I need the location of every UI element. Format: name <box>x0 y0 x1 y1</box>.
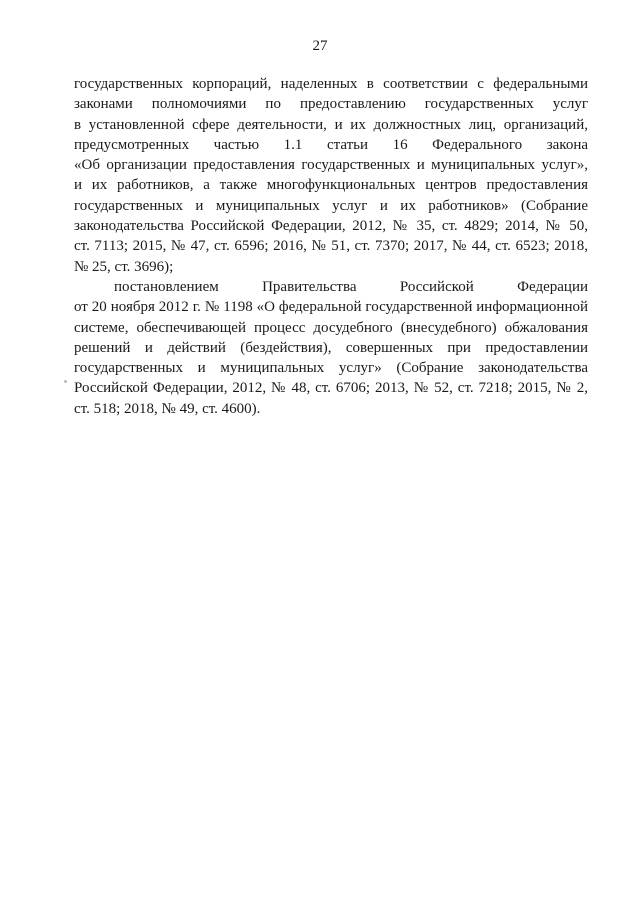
text-line: государственных и муниципальных услуг и их работников» (Собрание <box>74 197 588 214</box>
text-line: № 25, ст. 3696); <box>74 258 174 275</box>
text-line: государственных и муниципальных услуг» (Собрание законодательства <box>74 360 588 377</box>
text-line: государственных корпораций, наделенных в соответствии с федеральными <box>74 76 588 92</box>
paragraph-2 <box>74 277 588 419</box>
page-number: 27 <box>312 38 328 54</box>
text-line: законодательства Российской Федерации, 2012, № 35, ст. 4829; 2014, № 50, <box>74 218 588 235</box>
text-line: Российской Федерации, 2012, № 48, ст. 6706; 2013, № 52, ст. 7218; 2015, № 2, <box>74 380 588 397</box>
text-line: предусмотренных частью 1.1 статьи 16 Федерального закона <box>74 136 588 153</box>
text-line: законами полномочиями по предоставлению государственных услуг <box>74 96 588 113</box>
text-line: ст. 518; 2018, № 49, ст. 4600). <box>74 400 261 417</box>
document-body <box>74 74 588 419</box>
text-line: системе, обеспечивающей процесс досудебного (внесудебного) обжалования <box>74 319 588 336</box>
text-line: в установленной сфере деятельности, и их должностных лиц, организаций, <box>74 116 588 133</box>
text-line: решений и действий (бездействия), совершенных при предоставлении <box>74 339 588 356</box>
text-line: постановлением Правительства Российской Федерации <box>114 278 588 295</box>
text-line: ст. 7113; 2015, № 47, ст. 6596; 2016, № 51, ст. 7370; 2017, № 44, ст. 6523; 2018, <box>74 238 588 255</box>
text-line: и их работников, а также многофункциональных центров предоставления <box>74 177 588 194</box>
text-line: «Об организации предоставления государственных и муниципальных услуг», <box>74 157 588 174</box>
scan-dot <box>64 380 67 383</box>
text-line: от 20 ноября 2012 г. № 1198 «О федеральной государственной информационной <box>74 299 588 316</box>
paragraph-1 <box>74 74 588 277</box>
